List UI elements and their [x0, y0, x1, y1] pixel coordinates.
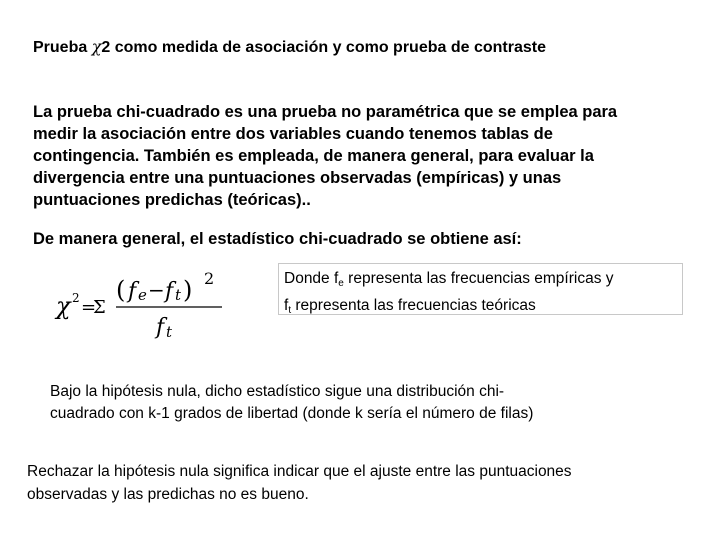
intro-line: divergencia entre una puntuaciones observadas (empíricas) y unas — [33, 169, 562, 187]
formula-f-t: f — [165, 279, 174, 304]
definition-text: f — [284, 297, 289, 314]
title-chi-symbol: χ — [91, 37, 102, 56]
intro-line: contingencia. También es empleada, de manera general, para evaluar la — [33, 147, 594, 165]
formula-sub-e: e — [138, 286, 147, 304]
null-hypothesis-paragraph — [50, 381, 533, 425]
intro-line: La prueba chi-cuadrado es una prueba no paramétrica que se emplea para — [33, 103, 618, 121]
reject-line: Rechazar la hipótesis nula significa indicar que el ajuste entre las puntuaciones — [27, 463, 572, 480]
chi-square-formula — [52, 262, 242, 344]
intro-line: medir la asociación entre dos variables cuando tenemos tablas de — [33, 125, 553, 143]
definition-line-ft — [284, 295, 682, 322]
intro-paragraph — [33, 101, 693, 211]
definition-text: Donde f — [284, 270, 339, 287]
reject-line: observadas y las predichas no es bueno. — [27, 486, 309, 503]
formula-lparen: ( — [116, 276, 126, 304]
formula-f-e: f — [128, 279, 137, 304]
formula-minus: − — [148, 278, 165, 302]
definition-text: representa las frecuencias teóricas — [291, 297, 536, 314]
formula-numerator-exponent: 2 — [204, 269, 215, 288]
null-hypothesis-line: cuadrado con k-1 grados de libertad (donde k sería el número de filas) — [50, 405, 534, 422]
definition-text: representa las frecuencias empíricas y — [343, 270, 614, 287]
intro-line: puntuaciones predichas (teóricas).. — [33, 191, 311, 209]
formula-denominator-f: f — [156, 315, 165, 340]
page-title — [33, 37, 546, 57]
title-suffix: 2 como medida de asociación y como prueba de contraste — [101, 39, 546, 56]
definition-box — [278, 263, 683, 315]
formula-rparen: ) — [183, 276, 193, 304]
subscript-e: e — [338, 278, 344, 289]
null-hypothesis-line: Bajo la hipótesis nula, dicho estadístico sigue una distribución chi- — [50, 383, 505, 400]
definition-line-fe — [284, 268, 682, 295]
formula-denominator-sub: t — [166, 323, 173, 341]
formula-sigma: Σ — [93, 297, 106, 318]
subscript-t: t — [288, 305, 292, 316]
formula-chi: χ — [56, 292, 71, 320]
reject-paragraph — [27, 460, 572, 506]
formula-equals: = — [81, 297, 97, 318]
formula-chi-exponent: 2 — [72, 291, 80, 305]
title-prefix: Prueba — [33, 39, 92, 56]
formula-sub-t: t — [175, 286, 182, 304]
general-statement: De manera general, el estadístico chi-cuadrado se obtiene así: — [33, 230, 522, 248]
